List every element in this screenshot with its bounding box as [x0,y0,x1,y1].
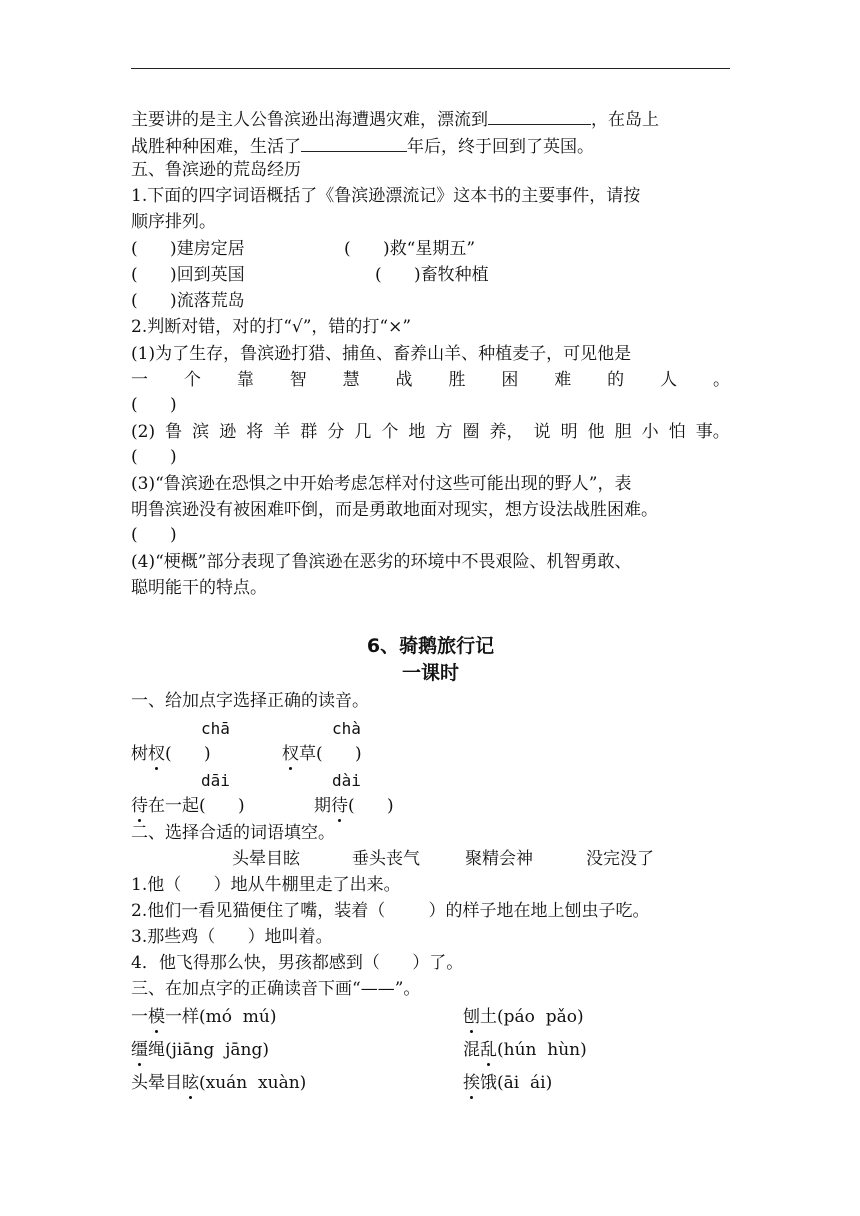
lesson-subtitle: 一课时 [401,662,459,684]
statement-1-line-2 [131,369,730,391]
reading-item-yimuyiyang[interactable] [131,1006,277,1028]
char: 一 [131,1007,148,1027]
word-qidai [314,795,394,817]
dotted-char: 乱 [480,1040,497,1060]
char: 的 [607,370,625,390]
dotted-char: 眩 [182,1073,199,1093]
part-2-title: 二、选择合适的词语填空。 [131,823,335,843]
word-bank-item: 没完没了 [586,849,654,869]
char: 逊 [219,422,237,442]
char: 战 [395,370,413,390]
char: 鲁 [165,422,183,442]
char: 小 [641,422,659,442]
char: 说 [533,422,551,442]
reading-options: 饿(āi ái) [480,1073,553,1093]
char: 慧 [342,370,360,390]
section-5-title: 五、鲁滨逊的荒岛经历 [131,160,301,180]
word-bank-item: 头晕目眩 [232,849,300,869]
answer-paren[interactable]: ( ) [348,796,394,816]
order-option-build-house[interactable]: ( )建房定居 [131,239,245,259]
word-daizaiyiqi [131,795,245,817]
char: 在一起 [148,796,199,816]
char: 羊 [273,422,291,442]
intro-text: 主要讲的是主人公鲁滨逊出海遭遇灾难，漂流到 [131,110,488,130]
char: 混 [463,1040,480,1060]
char: 难 [554,370,572,390]
word-shucha [131,743,211,765]
reading-options: 一样(mó mú) [165,1007,277,1027]
char: 养， [489,422,524,442]
part-1-title: 一、给加点字选择正确的读音。 [131,691,369,711]
statement-3-line-1: (3)“鲁滨逊在恐惧之中开始考虑怎样对付这些可能出现的野人”，表 [131,474,632,494]
char: 胜 [448,370,466,390]
dotted-char: 缰 [131,1040,148,1060]
reading-options: (hún hùn) [497,1040,587,1060]
statement-2-answer-paren[interactable]: ( ) [131,447,177,467]
pinyin-cha1: chā [201,719,230,738]
char: 分 [327,422,345,442]
char: 。 [712,370,730,390]
statement-4-line-2: 聪明能干的特点。 [131,578,267,598]
reading-item-jiangsheng[interactable] [131,1039,269,1061]
order-option-return-england[interactable]: ( )回到英国 [131,265,245,285]
char: 滨 [192,422,210,442]
char: 几 [354,422,372,442]
word-bank-item: 聚精会神 [465,849,533,869]
char: 智 [289,370,307,390]
char: 事。 [695,422,730,442]
statement-3-line-2: 明鲁滨逊没有被困难吓倒，而是勇敢地面对现实，想方设法战胜困难。 [131,500,658,520]
dotted-char: 杈 [148,744,165,764]
fill-sentence-3[interactable]: 3.那些鸡（ ）地叫着。 [131,927,333,947]
answer-blank-years[interactable] [301,133,407,152]
statement-3-answer-paren[interactable]: ( ) [131,525,177,545]
intro-text-2-tail: 年后，终于回到了英国。 [407,137,594,157]
char: 群 [300,422,318,442]
header-rule [131,68,730,69]
answer-blank-island[interactable] [488,106,591,125]
statement-1-line-1: (1)为了生存，鲁滨逊打猎、捕鱼、畜养山羊、种植麦子，可见他是 [131,344,632,364]
lesson-title: 6、骑鹅旅行记 [366,635,495,657]
word-bank-item: 垂头丧气 [352,849,420,869]
char: 树 [131,744,148,764]
char: 他 [587,422,605,442]
order-option-rescue-friday[interactable]: ( )救“星期五” [344,239,476,259]
fill-sentence-2[interactable]: 2.他们一看见猫便住了嘴，装着（ ）的样子地在地上刨虫子吃。 [131,901,650,921]
reading-item-aie[interactable] [463,1072,552,1094]
char: 怕 [668,422,686,442]
char: 头晕目 [131,1073,182,1093]
char: 个 [381,422,399,442]
dotted-char: 刨 [463,1007,480,1027]
char: 将 [246,422,264,442]
order-option-stranded[interactable]: ( )流落荒岛 [131,291,245,311]
char: 一 [131,370,148,390]
statement-1-answer-paren[interactable]: ( ) [131,395,177,415]
char: 明 [560,422,578,442]
dotted-char: 杈 [282,744,299,764]
dotted-char: 待 [131,796,148,816]
intro-line-1 [131,106,659,131]
char: 靠 [236,370,254,390]
char: (2) [131,422,156,442]
answer-paren[interactable]: ( ) [316,744,362,764]
intro-text-2: 战胜种种困难，生活了 [131,137,301,157]
dotted-char: 模 [148,1007,165,1027]
answer-paren[interactable]: ( ) [165,744,211,764]
reading-item-hunluan[interactable] [463,1039,587,1061]
pinyin-cha4: chà [332,719,361,738]
statement-2-line-1 [131,421,730,443]
dotted-char: 挨 [463,1073,480,1093]
dotted-char: 待 [331,796,348,816]
question-1-line-2: 顺序排列。 [131,212,216,232]
part-3-title: 三、在加点字的正确读音下画“——”。 [131,979,421,999]
fill-sentence-1[interactable]: 1.他（ ）地从牛棚里走了出来。 [131,875,401,895]
pinyin-dai4: dài [332,771,361,790]
char: 方 [435,422,453,442]
reading-item-paotu[interactable] [463,1006,584,1028]
question-2-title: 2.判断对错，对的打“√”，错的打“×” [131,317,412,337]
pinyin-dai1: dāi [201,771,230,790]
question-1-line-1: 1.下面的四字词语概括了《鲁滨逊漂流记》这本书的主要事件，请按 [131,186,641,206]
intro-line-2 [131,133,594,158]
char: 人 [660,370,678,390]
char: 个 [183,370,201,390]
reading-options: 土(páo pǎo) [480,1007,584,1027]
char: 地 [408,422,426,442]
char: 困 [501,370,519,390]
order-option-farming[interactable]: ( )畜牧种植 [375,265,489,285]
char: 期 [314,796,331,816]
reading-options: (xuán xuàn) [199,1073,307,1093]
char: 草 [299,744,316,764]
answer-paren[interactable]: ( ) [199,796,245,816]
reading-options: 绳(jiāng jāng) [148,1040,269,1060]
reading-item-touyunmuxuan[interactable] [131,1072,306,1094]
char: 胆 [614,422,632,442]
fill-sentence-4[interactable]: 4．他飞得那么快，男孩都感到（ ）了。 [131,953,464,973]
char: 圈 [462,422,480,442]
word-chacao [282,743,362,765]
intro-text-tail: ，在岛上 [591,110,659,130]
statement-4-line-1: (4)“梗概”部分表现了鲁滨逊在恶劣的环境中不畏艰险、机智勇敢、 [131,552,632,572]
